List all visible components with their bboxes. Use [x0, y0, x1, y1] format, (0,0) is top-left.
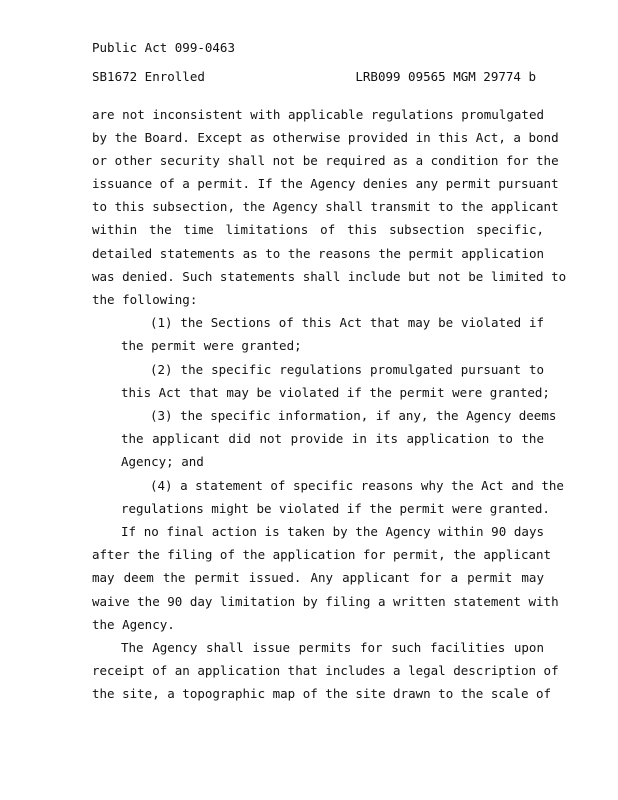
body-line: the site, a topographic map of the site drawn to the scale of: [92, 686, 552, 701]
public-act-header: Public Act 099-0463: [92, 40, 235, 55]
body-line: may deem the permit issued. Any applicant for a permit may: [92, 570, 544, 585]
list-item-4-cont: regulations might be violated if the permit were granted.: [121, 501, 550, 516]
body-line: or other security shall not be required as a condition for the: [92, 153, 559, 168]
lrb-number: LRB099 09565 MGM 29774 b: [355, 69, 536, 84]
paragraph-start: If no final action is taken by the Agency within 90 days: [121, 524, 544, 539]
paragraph-start: The Agency shall issue permits for such facilities upon: [121, 640, 544, 655]
body-line: within the time limitations of this subsection specific,: [92, 222, 544, 237]
body-line: by the Board. Except as otherwise provided in this Act, a bond: [92, 130, 559, 145]
body-line: waive the 90 day limitation by filing a written statement with: [92, 594, 559, 609]
list-item-3-cont: the applicant did not provide in its application to the: [121, 431, 544, 446]
list-item-3: (3) the specific information, if any, the Agency deems: [150, 408, 557, 423]
list-item-3-cont: Agency; and: [121, 454, 204, 469]
list-item-1: (1) the Sections of this Act that may be violated if: [150, 315, 544, 330]
list-item-2: (2) the specific regulations promulgated pursuant to: [150, 362, 544, 377]
body-line: detailed statements as to the reasons the permit application: [92, 246, 544, 261]
body-line: issuance of a permit. If the Agency denies any permit pursuant: [92, 176, 559, 191]
body-line: was denied. Such statements shall include but not be limited to: [92, 269, 567, 284]
body-line: are not inconsistent with applicable regulations promulgated: [92, 107, 544, 122]
body-line: receipt of an application that includes a legal description of: [92, 663, 559, 678]
bill-number: SB1672 Enrolled: [92, 69, 205, 84]
body-line: the Agency.: [92, 617, 175, 632]
list-item-4: (4) a statement of specific reasons why the Act and the: [150, 478, 564, 493]
body-line: after the filing of the application for permit, the applicant: [92, 547, 552, 562]
body-line: to this subsection, the Agency shall transmit to the applicant: [92, 199, 559, 214]
list-item-2-cont: this Act that may be violated if the permit were granted;: [121, 385, 550, 400]
list-item-1-cont: the permit were granted;: [121, 338, 302, 353]
body-line: the following:: [92, 292, 198, 307]
